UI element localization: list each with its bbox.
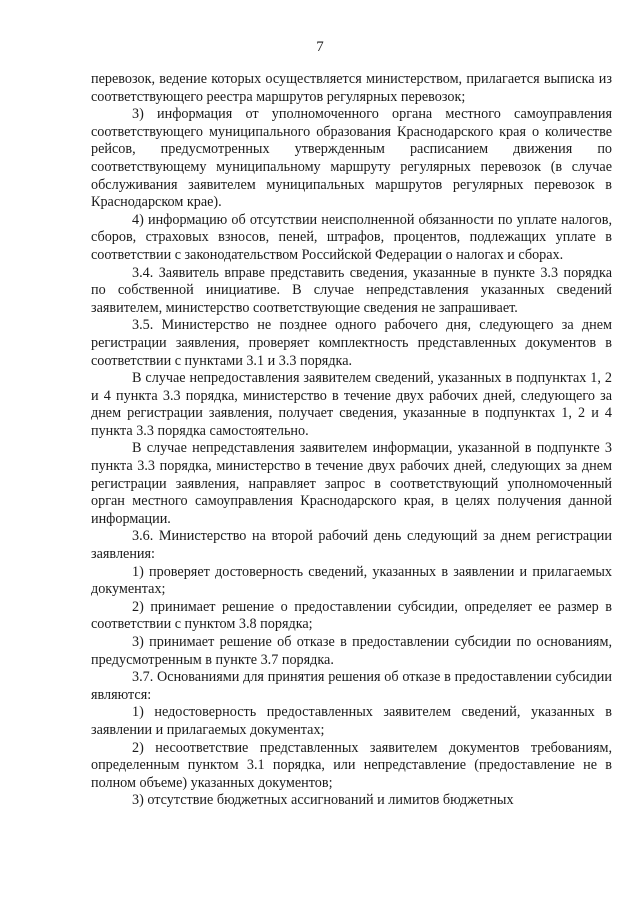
paragraph: 3.7. Основаниями для принятия решения об отказе в предоставлении субсидии являются:: [91, 669, 612, 703]
paragraph: 2) несоответствие представленных заявителем документов требованиям, определенным пунктом 3.1 порядка, или непредставление (предоставление не в полном объеме) указанных документов;: [91, 739, 612, 791]
paragraph: 2) принимает решение о предоставлении субсидии, определяет ее размер в соответствии с пунктом 3.8 порядка;: [91, 598, 612, 633]
paragraph: 3.5. Министерство не позднее одного рабочего дня, следующего за днем регистрации заявления, проверяет комплектность представленных документов в соответствии с пунктами 3.1 и 3.3 порядка.: [91, 317, 612, 369]
paragraph: 3) отсутствие бюджетных ассигнований и лимитов бюджетных: [132, 792, 514, 809]
page-number: 7: [316, 39, 324, 55]
paragraph: 3) принимает решение об отказе в предоставлении субсидии по основаниям, предусмотренным в пункте 3.7 порядка.: [91, 634, 612, 668]
paragraph: 1) проверяет достоверность сведений, указанных в заявлении и прилагаемых документах;: [91, 563, 612, 598]
paragraph: 3.4. Заявитель вправе представить сведения, указанные в пункте 3.3 порядка по собственной инициативе. В случае непредставления указанных сведений заявителем, министерство соответствующие сведения не запрашивает.: [91, 264, 612, 316]
paragraph: В случае непредоставления заявителем сведений, указанных в подпунктах 1, 2 и 4 пункта 3.3 порядка, министерство в течение двух рабочих дней, следующего за днем регистрации заявления, получает сведения, указанные в подпунктах 1, 2 и 4 пункта 3.3 порядка самостоятельно.: [91, 370, 612, 439]
paragraph: В случае непредставления заявителем информации, указанной в подпункте 3 пункта 3.3 порядка, министерство в течение двух рабочих дней, следующих за днем регистрации заявления, направляет запрос в соответствующий уполномоченный орган местного самоуправления Краснодарского края, в целях получения данной информации.: [91, 440, 612, 527]
paragraph: перевозок, ведение которых осуществляется министерством, прилагается выписка из соответствующего реестра маршрутов регулярных перевозок;: [91, 71, 612, 105]
document-body: [91, 71, 612, 810]
paragraph: 3) информация от уполномоченного органа местного самоуправления соответствующего муниципального образования Краснодарского края о количестве рейсов, предусмотренных утвержденным расписанием движения по соответствующему муниципальному маршруту регулярных перевозок (в случае обслуживания заявителем муниципальных маршрутов регулярных перевозок в Краснодарском крае).: [91, 106, 612, 211]
paragraph: 3.6. Министерство на второй рабочий день следующий за днем регистрации заявления:: [91, 528, 612, 563]
paragraph: 1) недостоверность предоставленных заявителем сведений, указанных в заявлении и прилагаемых документах;: [91, 704, 612, 738]
paragraph: 4) информацию об отсутствии неисполненной обязанности по уплате налогов, сборов, страховых взносов, пеней, штрафов, процентов, подлежащих уплате в соответствии с законодательством Российской Федерации о налогах и сборах.: [91, 211, 612, 263]
